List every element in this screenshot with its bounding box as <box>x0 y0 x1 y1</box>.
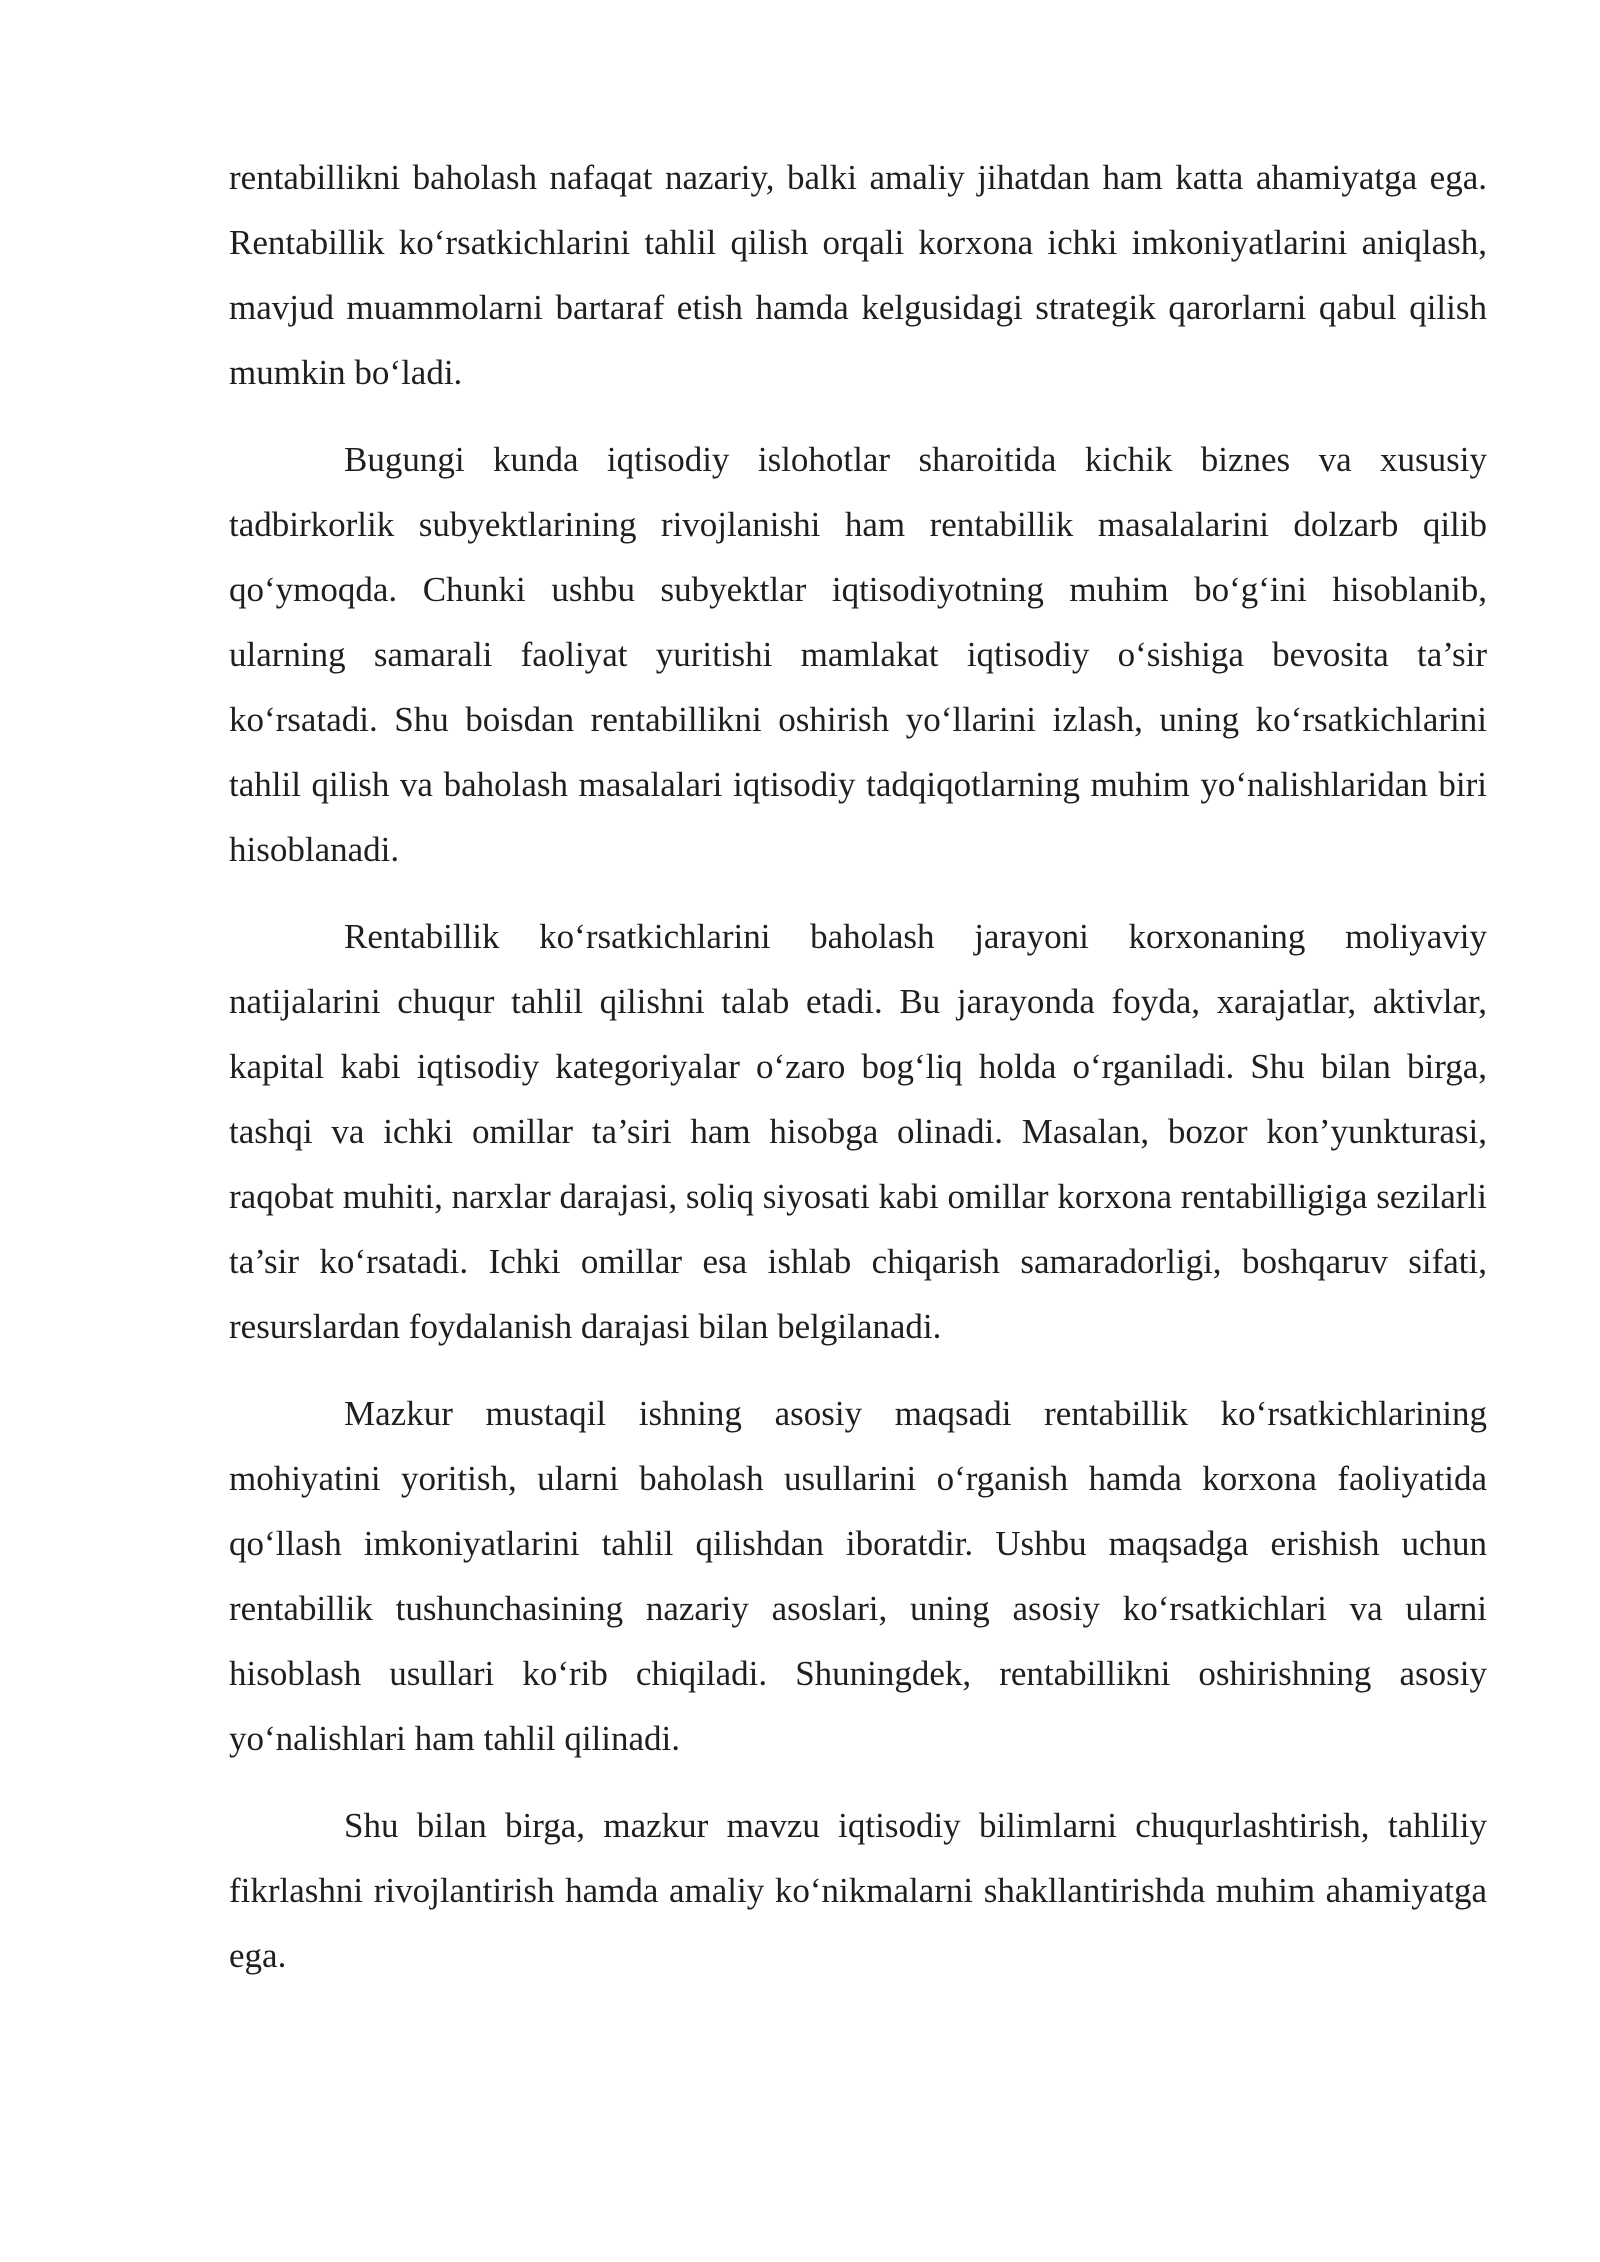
paragraph-continuation: rentabillikni baholash nafaqat nazariy, balki amaliy jihatdan ham katta ahamiyatga ega. Rentabillik koʻrsatkichlarini tahlil qilish orqali korxona ichki imkoniyatlarini aniqlash, mavjud muammolarni bartaraf etish hamda kelgusidagi strategik qarorlarni qabul qilish mumkin boʻladi. <box>229 158 1487 392</box>
paragraph-small-business: Bugungi kunda iqtisodiy islohotlar sharoitida kichik biznes va xususiy tadbirkorlik subyektlarining rivojlanishi ham rentabillik masalalarini dolzarb qilib qoʻymoqda. Chunki ushbu subyektlar iqtisodiyotning muhim boʻgʻini hisoblanib, ularning samarali faoliyat yuritishi mamlakat iqtisodiy oʻsishiga bevosita ta’sir koʻrsatadi. Shu boisdan rentabillikni oshirish yoʻllarini izlash, uning koʻrsatkichlarini tahlil qilish va baholash masalalari iqtisodiy tadqiqotlarning muhim yoʻnalishlaridan biri hisoblanadi. <box>229 440 1487 869</box>
paragraph-work-goal: Mazkur mustaqil ishning asosiy maqsadi rentabillik koʻrsatkichlarining mohiyatini yoritish, ularni baholash usullarini oʻrganish hamda korxona faoliyatida qoʻllash imkoniyatlarini tahlil qilishdan iboratdir. Ushbu maqsadga erishish uchun rentabillik tushunchasining nazariy asoslari, uning asosiy koʻrsatkichlari va ularni hisoblash usullari koʻrib chiqiladi. Shuningdek, rentabillikni oshirishning asosiy yoʻnalishlari ham tahlil qilinadi. <box>229 1394 1487 1758</box>
paragraph-evaluation-process: Rentabillik koʻrsatkichlarini baholash jarayoni korxonaning moliyaviy natijalarini chuqur tahlil qilishni talab etadi. Bu jarayonda foyda, xarajatlar, aktivlar, kapital kabi iqtisodiy kategoriyalar oʻzaro bogʻliq holda oʻrganiladi. Shu bilan birga, tashqi va ichki omillar ta’siri ham hisobga olinadi. Masalan, bozor kon’yunkturasi, raqobat muhiti, narxlar darajasi, soliq siyosati kabi omillar korxona rentabilligiga sezilarli ta’sir koʻrsatadi. Ichki omillar esa ishlab chiqarish samaradorligi, boshqaruv sifati, resurslardan foydalanish darajasi bilan belgilanadi. <box>229 917 1487 1346</box>
paragraph-conclusion: Shu bilan birga, mazkur mavzu iqtisodiy bilimlarni chuqurlashtirish, tahliliy fikrlashni rivojlantirish hamda amaliy koʻnikmalarni shakllantirishda muhim ahamiyatga ega. <box>229 1806 1487 1975</box>
body-text <box>229 145 1487 2010</box>
